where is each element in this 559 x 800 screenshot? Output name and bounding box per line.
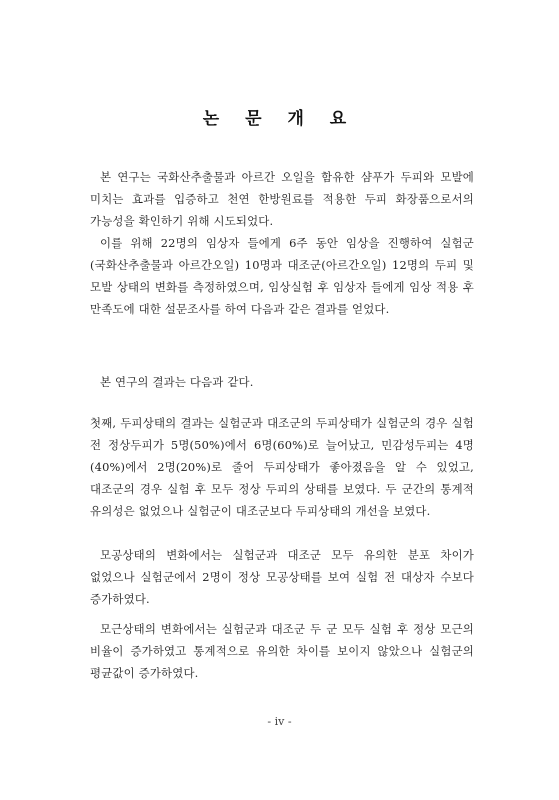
results-intro: 본 연구의 결과는 다음과 같다. [100,375,254,389]
result-paragraph-2: 모공상태의 변화에서는 실험군과 대조군 모두 유의한 분포 차이가 없었으나 실험군에서 2명이 정상 모공상태를 보여 실험 전 대상자 수보다 증가하였다. [90,548,474,606]
intro-paragraph-1: 본 연구는 국화산추출물과 아르간 오일을 함유한 샴푸가 두피와 모발에 미치는 효과를 입증하고 천연 한방원료를 적용한 두피 화장품으로서의 가능성을 확인하기 위해 시도되었다. [90,170,474,228]
result-paragraph-3: 모근상태의 변화에서는 실험군과 대조군 두 군 모두 실험 후 정상 모근의 비율이 증가하였고 통계적으로 유의한 차이를 보이지 않았으나 실험군의 평균값이 증가하였다. [90,622,474,680]
page-title: 논 문 개 요 [202,109,357,129]
page-number: - iv - [267,715,292,728]
intro-paragraph-2: 이를 위해 22명의 임상자 들에게 6주 동안 임상을 진행하여 실험군(국화산추출물과 아르간오일) 10명과 대조군(아르간오일) 12명의 두피 및 모발 상태의 변화를 측정하였으며, 임상실험 후 임상자 들에게 임상 적용 후 만족도에 대한 설문조사를 하여 다음과 같은 결과를 얻었다. [90,236,474,316]
result-paragraph-1: 첫째, 두피상태의 결과는 실험군과 대조군의 두피상태가 실험군의 경우 실험 전 정상두피가 5명(50%)에서 6명(60%)로 늘어났고, 민감성두피는 4명(40%)에서 2명(20%)로 줄어 두피상태가 좋아졌음을 알 수 있었고, 대조군의 경우 실험 후 모두 정상 두피의 상태를 보였다. 두 군간의 통계적 유의성은 없었으나 실험군이 대조군보다 두피상태의 개선을 보였다. [90,416,474,518]
